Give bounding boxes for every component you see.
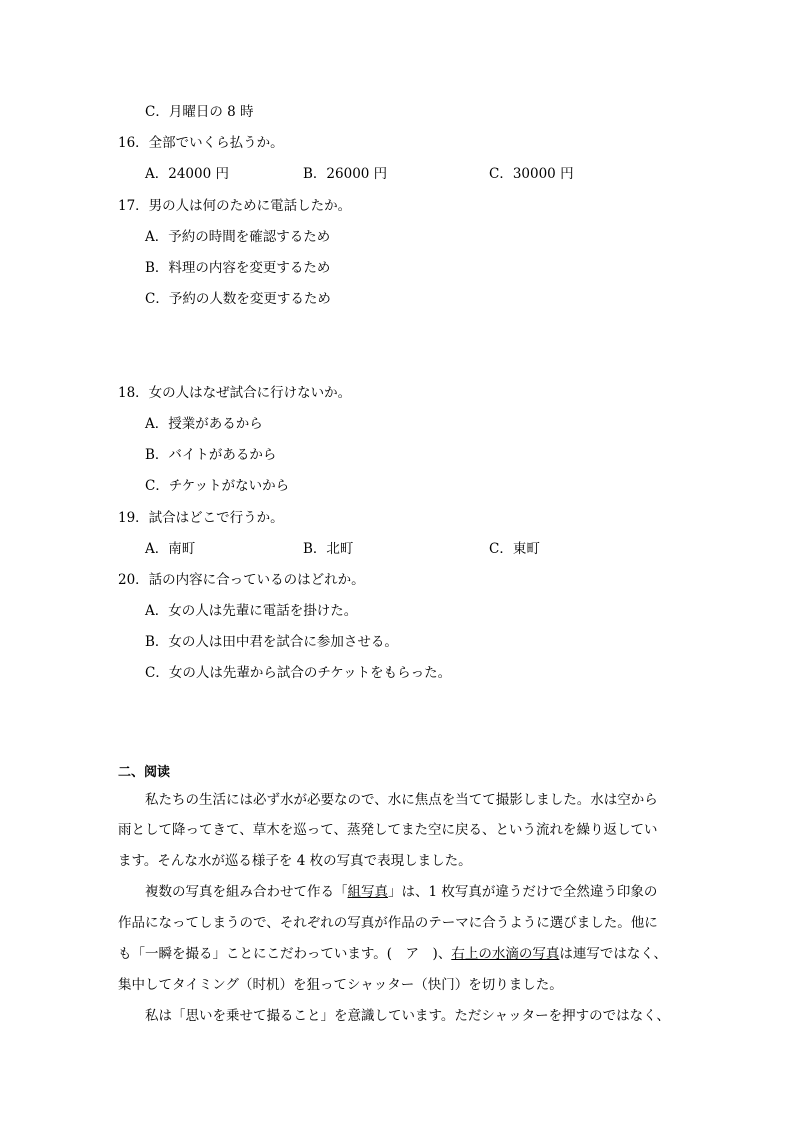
q20-option-a: A．女の人は先輩に電話を掛けた。 [145,603,358,619]
q20-question: 20．話の内容に合っているのはどれか。 [118,572,365,588]
q19-option-c: C．東町 [489,541,540,557]
q19-option-a: A．南町 [145,541,196,557]
q19-question: 19．試合はどこで行うか。 [118,510,284,526]
text-span: も「一瞬を撮る」ことにこだわっています。( ア )、 [118,946,452,962]
text-span: は連写ではなく、 [559,946,668,962]
reading-paragraph-line [118,945,678,963]
q20-option-c: C．女の人は先輩から試合のチケットをもらった。 [145,665,452,681]
underlined-phrase-waterdrop-photo: 右上の水滴の写真 [451,946,560,962]
q18-question: 18．女の人はなぜ試合に行けないか。 [118,385,352,401]
q15-option-c: C．月曜日の 8 時 [145,104,254,120]
reading-paragraph-line: 作品になってしまうので、それぞれの写真が作品のテーマに合うように選びました。他に [118,915,658,931]
reading-paragraph-line [145,883,705,901]
q18-option-b: B．バイトがあるから [145,447,277,463]
reading-paragraph-line: 私は「思いを乗せて撮ること」を意識しています。ただシャッターを押すのではなく、 [145,1008,670,1024]
q17-question: 17．男の人は何のために電話したか。 [118,198,352,214]
q17-option-a: A．予約の時間を確認するため [145,229,331,245]
q18-option-a: A．授業があるから [145,416,263,432]
q18-option-c: C．チケットがないから [145,478,290,494]
text-span: 」は、1 枚写真が違うだけで全然違う印象の [388,884,658,900]
reading-paragraph-line: 集中してタイミング（时机）を狙ってシャッター（快门）を切りました。 [118,977,563,993]
reading-paragraph-line: ます。そんな水が巡る様子を 4 枚の写真で表現しました。 [118,853,472,869]
q16-question: 16．全部でいくら払うか。 [118,135,284,151]
q16-option-c: C．30000 円 [489,166,574,182]
q17-option-b: B．料理の内容を変更するため [145,260,331,276]
reading-paragraph-line: 雨として降ってきて、草木を巡って、蒸発してまた空に戻る、という流れを繰り返してい [118,822,658,838]
q16-option-a: A．24000 円 [145,166,229,182]
underlined-term-kumishashin: 組写真 [347,884,388,900]
reading-paragraph-line: 私たちの生活には必ず水が必要なので、水に焦点を当てて撮影しました。水は空から [145,792,658,808]
q20-option-b: B．女の人は田中君を試合に参加させる。 [145,634,398,650]
text-span: 複数の写真を組み合わせて作る「 [145,884,348,900]
reading-heading: 二、阅读 [118,765,171,780]
q19-option-b: B．北町 [303,541,354,557]
q16-option-b: B．26000 円 [303,166,388,182]
q17-option-c: C．予約の人数を変更するため [145,291,331,307]
